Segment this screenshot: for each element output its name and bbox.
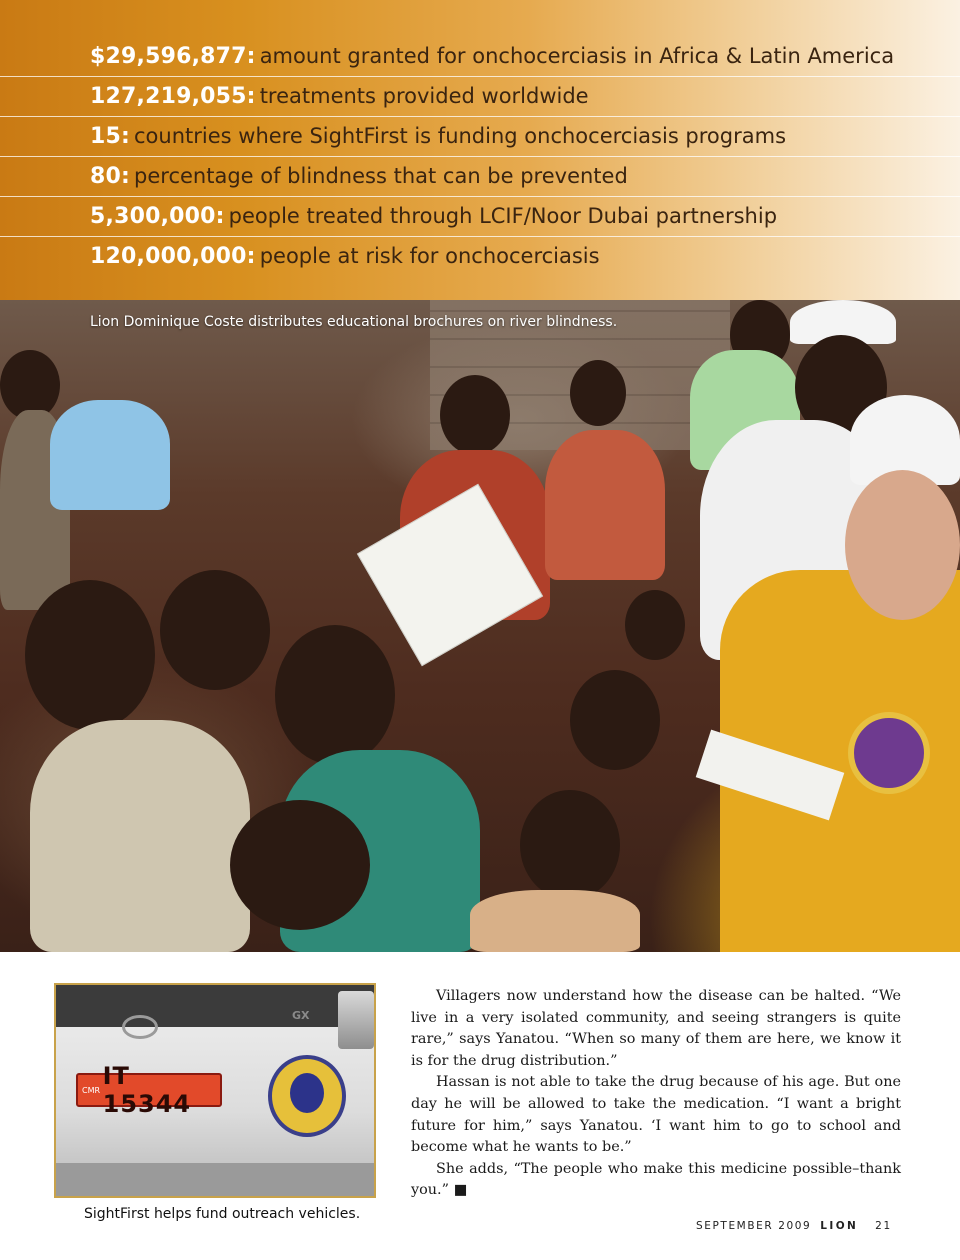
lions-foundation-badge-icon	[268, 1055, 346, 1137]
vehicle-model-badge: GX	[292, 1009, 310, 1022]
page-footer	[696, 1220, 892, 1232]
stat-text: countries where SightFirst is funding onchocerciasis programs	[134, 124, 787, 148]
photo-child	[160, 570, 270, 690]
article-paragraph: Villagers now understand how the disease can be halted. “We live in a very isolated community, and seeing strangers is quite rare,” says Yanatou. “When so many of them are here, we know it is for the drug distribution.”	[411, 988, 901, 1069]
photo-child	[520, 790, 620, 900]
vehicle-bumper	[56, 1163, 376, 1198]
stat-text: percentage of blindness that can be prevented	[134, 164, 628, 188]
photo-child	[570, 670, 660, 770]
stat-number: 80:	[90, 163, 131, 189]
photo-person	[570, 360, 626, 426]
stats-banner	[0, 0, 960, 300]
vehicle-photo-caption: SightFirst helps fund outreach vehicles.	[84, 1206, 361, 1222]
article-paragraph: She adds, “The people who make this medicine possible–thank you.” ■	[411, 1160, 901, 1199]
stat-row	[0, 116, 960, 156]
stat-row	[0, 236, 960, 276]
toyota-logo-icon	[122, 1015, 158, 1039]
stat-text: treatments provided worldwide	[259, 84, 589, 108]
vehicle-taillight	[338, 991, 374, 1049]
photo-person	[440, 375, 510, 455]
stat-row	[0, 196, 960, 236]
issue-date: SEPTEMBER 2009	[696, 1220, 812, 1232]
main-photo	[0, 300, 960, 952]
photo-child	[230, 800, 370, 930]
article-body	[411, 986, 901, 1202]
vehicle-roof	[56, 985, 376, 1027]
stat-row	[0, 156, 960, 196]
photo-child	[25, 580, 155, 730]
photo-child	[30, 720, 250, 952]
magazine-name: LION	[820, 1220, 859, 1232]
photo-person	[545, 430, 665, 580]
license-plate	[76, 1062, 222, 1118]
photo-child	[470, 890, 640, 952]
page-number: 21	[875, 1220, 892, 1232]
photo-caption: Lion Dominique Coste distributes educational brochures on river blindness.	[90, 314, 618, 330]
lions-emblem-icon	[848, 712, 930, 794]
stat-number: 15:	[90, 123, 131, 149]
stat-number: 5,300,000:	[90, 203, 225, 229]
stat-text: people at risk for onchocerciasis	[259, 244, 600, 268]
stat-number: 120,000,000:	[90, 243, 256, 269]
photo-baby	[50, 400, 170, 510]
stat-number: $29,596,877:	[90, 43, 256, 69]
stat-row	[0, 76, 960, 116]
photo-child	[625, 590, 685, 660]
stat-number: 127,219,055:	[90, 83, 256, 109]
stat-text: people treated through LCIF/Noor Dubai partnership	[228, 204, 778, 228]
plate-prefix: CMR	[82, 1085, 101, 1095]
photo-child	[275, 625, 395, 765]
vehicle-photo	[54, 983, 376, 1198]
photo-person	[845, 470, 960, 620]
plate-number: IT 15344	[102, 1062, 192, 1118]
stat-row	[0, 36, 960, 76]
article-paragraph: Hassan is not able to take the drug because of his age. But one day he will be allowed to take the medication. “I want a bright future for him,” says Yanatou. ‘I want him to go to school and become what he wants to be.”	[411, 1074, 901, 1156]
stat-text: amount granted for onchocerciasis in Africa & Latin America	[259, 44, 895, 68]
